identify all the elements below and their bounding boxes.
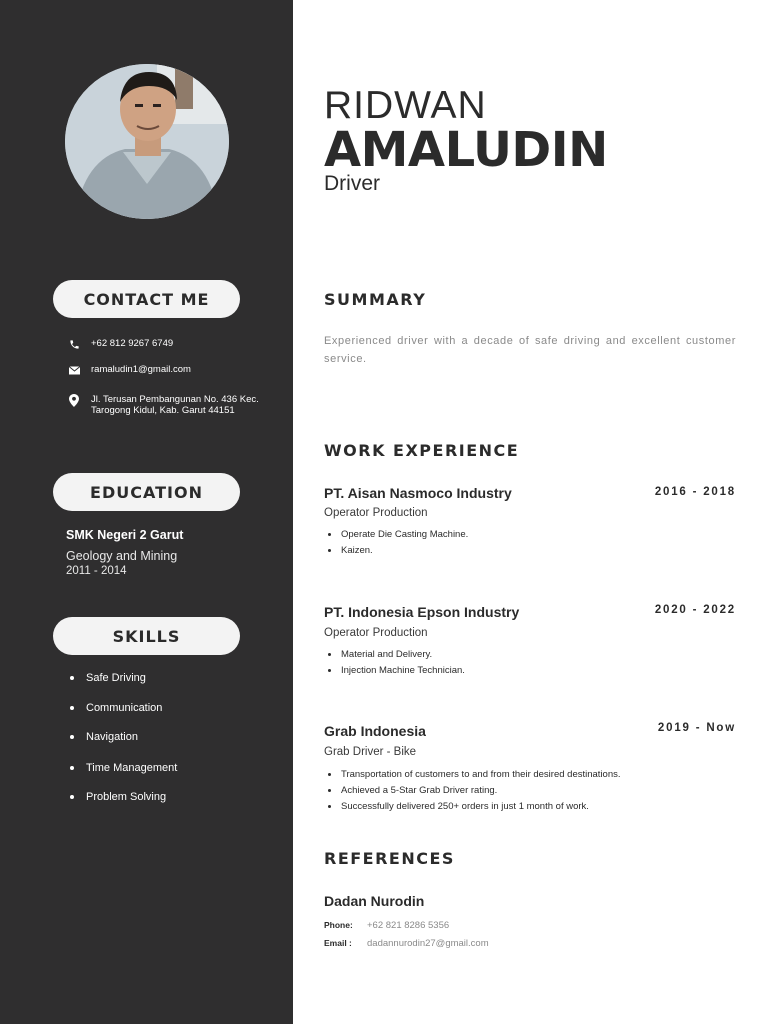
- bullet-icon: [328, 805, 331, 808]
- bullet-icon: [328, 549, 331, 552]
- bullet-icon: [328, 653, 331, 656]
- duty-text: Kaizen.: [341, 544, 373, 556]
- education-school: SMK Negeri 2 Garut: [66, 528, 184, 542]
- bullet-icon: [328, 773, 331, 776]
- duty-text: Operate Die Casting Machine.: [341, 528, 469, 540]
- bullet-icon: [328, 789, 331, 792]
- contact-email: [67, 364, 261, 376]
- contact-phone: [67, 338, 261, 350]
- list-item: [328, 766, 621, 782]
- education-years: 2011 - 2014: [66, 565, 127, 577]
- list-item: [328, 526, 468, 542]
- skill-item: [70, 702, 162, 714]
- skill-label: Navigation: [86, 731, 138, 743]
- summary-heading: SUMMARY: [324, 290, 427, 309]
- skill-label: Time Management: [86, 762, 178, 774]
- sidebar: [0, 0, 293, 1024]
- duty-text: Successfully delivered 250+ orders in just 1 month of work.: [341, 800, 589, 812]
- list-item: [328, 542, 468, 558]
- last-name: AMALUDIN: [324, 122, 608, 178]
- references-heading: REFERENCES: [324, 849, 455, 868]
- bullet-icon: [70, 676, 74, 680]
- email-text: ramaludin1@gmail.com: [91, 364, 191, 375]
- profile-photo: [65, 64, 229, 219]
- skill-item: [70, 791, 166, 803]
- phone-text: +62 812 9267 6749: [91, 338, 174, 349]
- reference-email: [324, 938, 489, 949]
- bullet-icon: [70, 735, 74, 739]
- job-dates: 2016 - 2018: [654, 486, 736, 498]
- first-name: RIDWAN: [324, 84, 487, 127]
- bullet-icon: [70, 706, 74, 710]
- mail-icon: [67, 364, 81, 376]
- duty-text: Material and Delivery.: [341, 648, 433, 660]
- reference-phone: [324, 920, 449, 931]
- list-item: [328, 798, 621, 814]
- job-dates: 2019 - Now: [657, 722, 736, 734]
- duty-text: Injection Machine Technician.: [341, 664, 465, 676]
- work-experience-heading: WORK EXPERIENCE: [324, 441, 520, 460]
- list-item: [328, 662, 465, 678]
- duty-text: Transportation of customers to and from their desired destinations.: [341, 768, 621, 780]
- job-role: Operator Production: [324, 627, 428, 639]
- education-heading: EDUCATION: [53, 473, 240, 511]
- contact-address: [67, 394, 261, 416]
- bullet-icon: [328, 669, 331, 672]
- skill-item: [70, 762, 177, 774]
- job-company: Grab Indonesia: [324, 723, 426, 739]
- reference-phone-label: Phone:: [324, 920, 353, 930]
- skill-label: Problem Solving: [86, 791, 167, 803]
- duty-text: Achieved a 5-Star Grab Driver rating.: [341, 784, 498, 796]
- address-text: Jl. Terusan Pembangunan No. 436 Kec. Tarogong Kidul, Kab. Garut 44151: [91, 394, 259, 416]
- reference-name: Dadan Nurodin: [324, 893, 425, 909]
- skills-heading: SKILLS: [53, 617, 240, 655]
- job-duties: [328, 646, 465, 678]
- reference-email-value: dadannurodin27@gmail.com: [367, 938, 489, 949]
- job-duties: [328, 766, 621, 814]
- list-item: [328, 782, 621, 798]
- contact-heading: CONTACT ME: [53, 280, 240, 318]
- list-item: [328, 646, 465, 662]
- phone-icon: [67, 338, 81, 350]
- reference-email-label: Email :: [324, 938, 352, 948]
- job-duties: [328, 526, 468, 558]
- bullet-icon: [70, 766, 74, 770]
- education-major: Geology and Mining: [66, 549, 178, 563]
- job-company: PT. Indonesia Epson Industry: [324, 604, 520, 620]
- summary-text: Experienced driver with a decade of safe driving and excellent customer service.: [324, 335, 736, 365]
- location-pin-icon: [67, 394, 81, 406]
- job-role: Grab Driver - Bike: [324, 746, 417, 758]
- job-company: PT. Aisan Nasmoco Industry: [324, 485, 512, 501]
- bullet-icon: [328, 533, 331, 536]
- reference-phone-value: +62 821 8286 5356: [367, 920, 450, 931]
- job-dates: 2020 - 2022: [654, 604, 736, 616]
- skill-label: Communication: [86, 702, 163, 714]
- job-role: Operator Production: [324, 507, 428, 519]
- skill-item: [70, 731, 138, 743]
- job-title: Driver: [324, 172, 380, 195]
- bullet-icon: [70, 795, 74, 799]
- skill-label: Safe Driving: [86, 672, 146, 684]
- skill-item: [70, 672, 146, 684]
